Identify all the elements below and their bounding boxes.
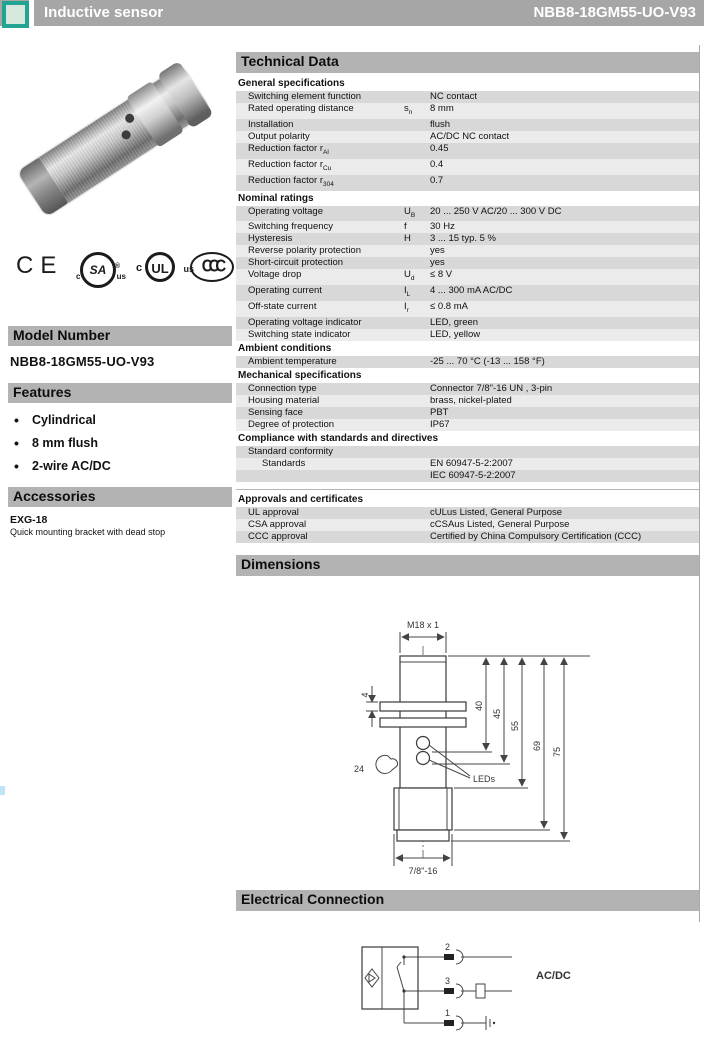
spec-symbol xyxy=(404,318,430,328)
pin-contact xyxy=(444,1020,454,1026)
leds-label: LEDs xyxy=(473,774,496,785)
spec-symbol: $s_n$ xyxy=(404,103,413,116)
wrench-size-label: 24 xyxy=(354,764,365,775)
spec-value: flush xyxy=(430,118,451,130)
spec-label: Connection type xyxy=(248,383,317,395)
spec-symbol xyxy=(404,532,430,542)
spec-label: Hysteresis xyxy=(248,233,293,245)
feature-item: • 2-wire AC/DC xyxy=(12,459,232,473)
pin2-label: 2 xyxy=(445,942,451,953)
spec-symbol: f xyxy=(404,221,407,233)
spec-symbol xyxy=(404,459,430,469)
spec-value: 30 Hz xyxy=(430,221,455,233)
spec-label: Short-circuit protection xyxy=(248,257,344,269)
spec-row xyxy=(236,91,699,103)
spec-row xyxy=(236,221,699,233)
csa-us: us xyxy=(116,272,126,281)
spec-symbol xyxy=(404,384,430,394)
spec-symbol xyxy=(404,160,430,174)
spec-symbol xyxy=(404,176,430,190)
spec-row xyxy=(236,395,699,407)
spec-symbol: $I_r$ xyxy=(404,301,409,315)
led-circle xyxy=(417,752,430,765)
feature-item: • Cylindrical xyxy=(12,413,232,427)
spec-value: EN 60947-5-2:2007 xyxy=(430,458,513,470)
feature-item: • 8 mm flush xyxy=(12,436,232,450)
csa-c: c xyxy=(76,272,81,281)
accessories-heading: Accessories xyxy=(8,487,232,507)
electrical-drawing xyxy=(236,915,699,1035)
spec-value: 3 ... 15 typ. 5 % xyxy=(430,233,497,245)
spec-symbol xyxy=(404,246,430,256)
spec-label: Reduction factor $r_{Al}$ xyxy=(248,142,329,156)
spec-value: LED, yellow xyxy=(430,329,481,341)
section-header: Mechanical specifications xyxy=(238,370,362,382)
spec-symbol xyxy=(404,132,430,142)
spec-row xyxy=(236,269,699,285)
spec-label: UL approval xyxy=(248,507,299,519)
spec-symbol xyxy=(404,92,430,102)
features-list xyxy=(12,413,232,473)
hex-nut xyxy=(380,702,466,711)
spec-row xyxy=(236,233,699,245)
connector-collar xyxy=(397,830,449,841)
spec-symbol xyxy=(404,447,430,457)
spec-value: AC/DC NC contact xyxy=(430,130,510,142)
spec-symbol xyxy=(404,330,430,340)
spec-value: IP67 xyxy=(430,419,450,431)
spec-symbol: $I_L$ xyxy=(404,285,411,299)
spec-value: brass, nickel-plated xyxy=(430,395,512,407)
spec-label: Standards xyxy=(262,458,306,470)
spec-row xyxy=(236,519,699,531)
spec-label: Reduction factor $r_{Cu}$ xyxy=(248,158,332,172)
page-title: Inductive sensor xyxy=(44,4,164,21)
dim-40: 40 xyxy=(474,701,484,712)
spec-value: 0.4 xyxy=(430,158,444,170)
certification-logos xyxy=(8,248,228,296)
sensor-box xyxy=(362,947,418,1009)
spec-symbol xyxy=(404,357,430,367)
spec-value: NC contact xyxy=(430,91,477,102)
spec-value: Certified by China Compulsory Certification (CCC) xyxy=(430,531,642,543)
dim-45: 45 xyxy=(492,709,502,720)
spec-value: IEC 60947-5-2:2007 xyxy=(430,470,516,482)
csa-mark-icon xyxy=(76,252,126,288)
spec-row xyxy=(236,119,699,131)
spec-label: Reduction factor $r_{304}$ xyxy=(248,174,334,188)
page-header-bar xyxy=(0,0,704,26)
spec-row xyxy=(236,458,699,470)
spec-row xyxy=(236,285,699,301)
spec-value: 20 ... 250 V AC/20 ... 300 V DC xyxy=(430,205,562,217)
spec-value: -25 ... 70 °C (-13 ... 158 °F) xyxy=(430,356,545,368)
left-column xyxy=(8,46,232,537)
spec-value: PBT xyxy=(430,407,449,419)
spec-value: cULus Listed, General Purpose xyxy=(430,507,563,519)
spec-value: cCSAus Listed, General Purpose xyxy=(430,519,570,531)
thread-bottom-label: 7/8"-16 xyxy=(408,866,438,877)
spec-label: CCC approval xyxy=(248,531,308,543)
spec-symbol xyxy=(404,520,430,530)
section-header: Ambient conditions xyxy=(238,343,332,355)
spec-value: ≤ 0.8 mA xyxy=(430,301,468,313)
spec-row xyxy=(236,143,699,159)
right-column xyxy=(236,52,699,1035)
section-header: Nominal ratings xyxy=(238,192,314,204)
spec-row xyxy=(236,356,699,368)
pin3-label: 3 xyxy=(445,976,451,987)
header-gap xyxy=(29,0,34,26)
spec-label: Off-state current xyxy=(248,301,317,313)
spec-label: Standard conformity xyxy=(248,446,334,458)
spec-value: 0.45 xyxy=(430,142,449,154)
cul-mark-icon xyxy=(136,252,196,292)
spec-symbol xyxy=(404,508,430,518)
spec-symbol xyxy=(404,396,430,406)
accessory-description: Quick mounting bracket with dead stop xyxy=(10,527,166,537)
spec-row xyxy=(236,419,699,431)
section-header: Compliance with standards and directives xyxy=(238,433,439,445)
dim-69: 69 xyxy=(532,741,542,752)
wrench-icon xyxy=(376,756,398,774)
spec-row xyxy=(236,131,699,143)
spec-row xyxy=(236,317,699,329)
features-heading: Features xyxy=(8,383,232,403)
pin-contact xyxy=(444,954,454,960)
spec-symbol: $U_d$ xyxy=(404,269,415,283)
spec-row xyxy=(236,175,699,191)
spec-value: 4 ... 300 mA AC/DC xyxy=(430,285,513,297)
connector-housing xyxy=(394,788,452,830)
technical-table xyxy=(236,76,699,543)
dim-75: 75 xyxy=(552,747,562,758)
thread-top-label: M18 x 1 xyxy=(406,620,440,631)
spec-label: Switching element function xyxy=(248,91,362,102)
spec-label xyxy=(236,471,404,481)
spec-row xyxy=(236,383,699,395)
spec-value: 0.7 xyxy=(430,174,444,186)
spec-label: Switching state indicator xyxy=(248,329,351,341)
load-symbol xyxy=(476,984,485,998)
terminal-dot xyxy=(493,1022,495,1024)
spec-symbol xyxy=(404,420,430,430)
dimensions-svg xyxy=(328,606,628,898)
spec-value xyxy=(430,447,699,457)
spec-value: 8 mm xyxy=(430,103,454,114)
supply-label: AC/DC xyxy=(536,970,571,983)
cul-us: us xyxy=(183,264,194,274)
spec-label: Switching frequency xyxy=(248,221,334,233)
cul-c: c xyxy=(136,262,143,274)
page-edge-mark xyxy=(0,786,5,795)
spec-row xyxy=(236,446,699,458)
spec-label: Degree of protection xyxy=(248,419,335,431)
spec-row xyxy=(236,507,699,519)
spec-row xyxy=(236,159,699,175)
spec-symbol xyxy=(404,258,430,268)
spec-label: Output polarity xyxy=(248,130,310,142)
dimensions-heading: Dimensions xyxy=(236,555,699,576)
spec-label: Housing material xyxy=(248,395,320,407)
spec-row xyxy=(236,531,699,543)
spec-label: Sensing face xyxy=(248,407,303,419)
page-right-border xyxy=(699,45,700,922)
spec-symbol xyxy=(404,144,430,158)
spec-label: Operating voltage xyxy=(248,205,323,217)
spec-symbol: $U_B$ xyxy=(404,205,416,219)
spec-row xyxy=(236,301,699,317)
spec-label: Operating current xyxy=(248,285,322,297)
spec-value: yes xyxy=(430,245,445,257)
spec-value: yes xyxy=(430,257,445,269)
spec-value: LED, green xyxy=(430,317,479,329)
electrical-connection-heading: Electrical Connection xyxy=(236,890,699,911)
section-header: Approvals and certificates xyxy=(236,489,699,507)
electrical-svg xyxy=(344,929,644,1039)
spec-label: Rated operating distance xyxy=(248,103,354,114)
spec-row xyxy=(236,329,699,341)
spec-row xyxy=(236,407,699,419)
model-number-value: NBB8-18GM55-UO-V93 xyxy=(10,354,155,369)
dim-55: 55 xyxy=(510,721,520,732)
spec-row xyxy=(236,245,699,257)
led-circle xyxy=(417,737,430,750)
accessory-code: EXG-18 xyxy=(10,514,48,526)
ce-mark-icon: CE xyxy=(16,252,64,279)
spec-value: ≤ 8 V xyxy=(430,269,453,281)
spec-row xyxy=(236,470,699,482)
spec-label: Voltage drop xyxy=(248,269,302,281)
spec-row xyxy=(236,257,699,269)
spec-symbol xyxy=(404,120,430,130)
sensor-cylinder-image xyxy=(17,65,211,217)
brand-logo-icon xyxy=(2,1,29,28)
ccc-text: CCC xyxy=(201,256,223,277)
dim-4: 4 xyxy=(360,692,370,698)
pin1-label: 1 xyxy=(445,1008,451,1019)
spec-label: Installation xyxy=(248,118,294,130)
header-model-number: NBB8-18GM55-UO-V93 xyxy=(533,4,696,21)
spec-symbol xyxy=(404,471,430,481)
model-number-heading: Model Number xyxy=(8,326,232,346)
spec-label: Ambient temperature xyxy=(248,356,337,368)
spec-value: Connector 7/8"-16 UN , 3-pin xyxy=(430,383,553,395)
dimensions-drawing xyxy=(236,588,699,890)
cul-ring: UL xyxy=(145,252,175,282)
spec-symbol xyxy=(404,408,430,418)
spec-label: Operating voltage indicator xyxy=(248,317,362,329)
ccc-mark-icon xyxy=(190,252,234,282)
csa-text: SA xyxy=(89,263,107,277)
spec-label: Reverse polarity protection xyxy=(248,245,361,257)
section-header: General specifications xyxy=(238,78,345,89)
spec-row xyxy=(236,103,699,119)
technical-data-heading: Technical Data xyxy=(236,52,699,73)
spec-row xyxy=(236,206,699,222)
csa-registered: ® xyxy=(114,263,120,270)
hex-nut xyxy=(380,718,466,727)
spec-label: CSA approval xyxy=(248,519,307,531)
product-photo xyxy=(8,46,224,244)
pin-contact xyxy=(444,988,454,994)
spec-symbol: H xyxy=(404,233,411,245)
